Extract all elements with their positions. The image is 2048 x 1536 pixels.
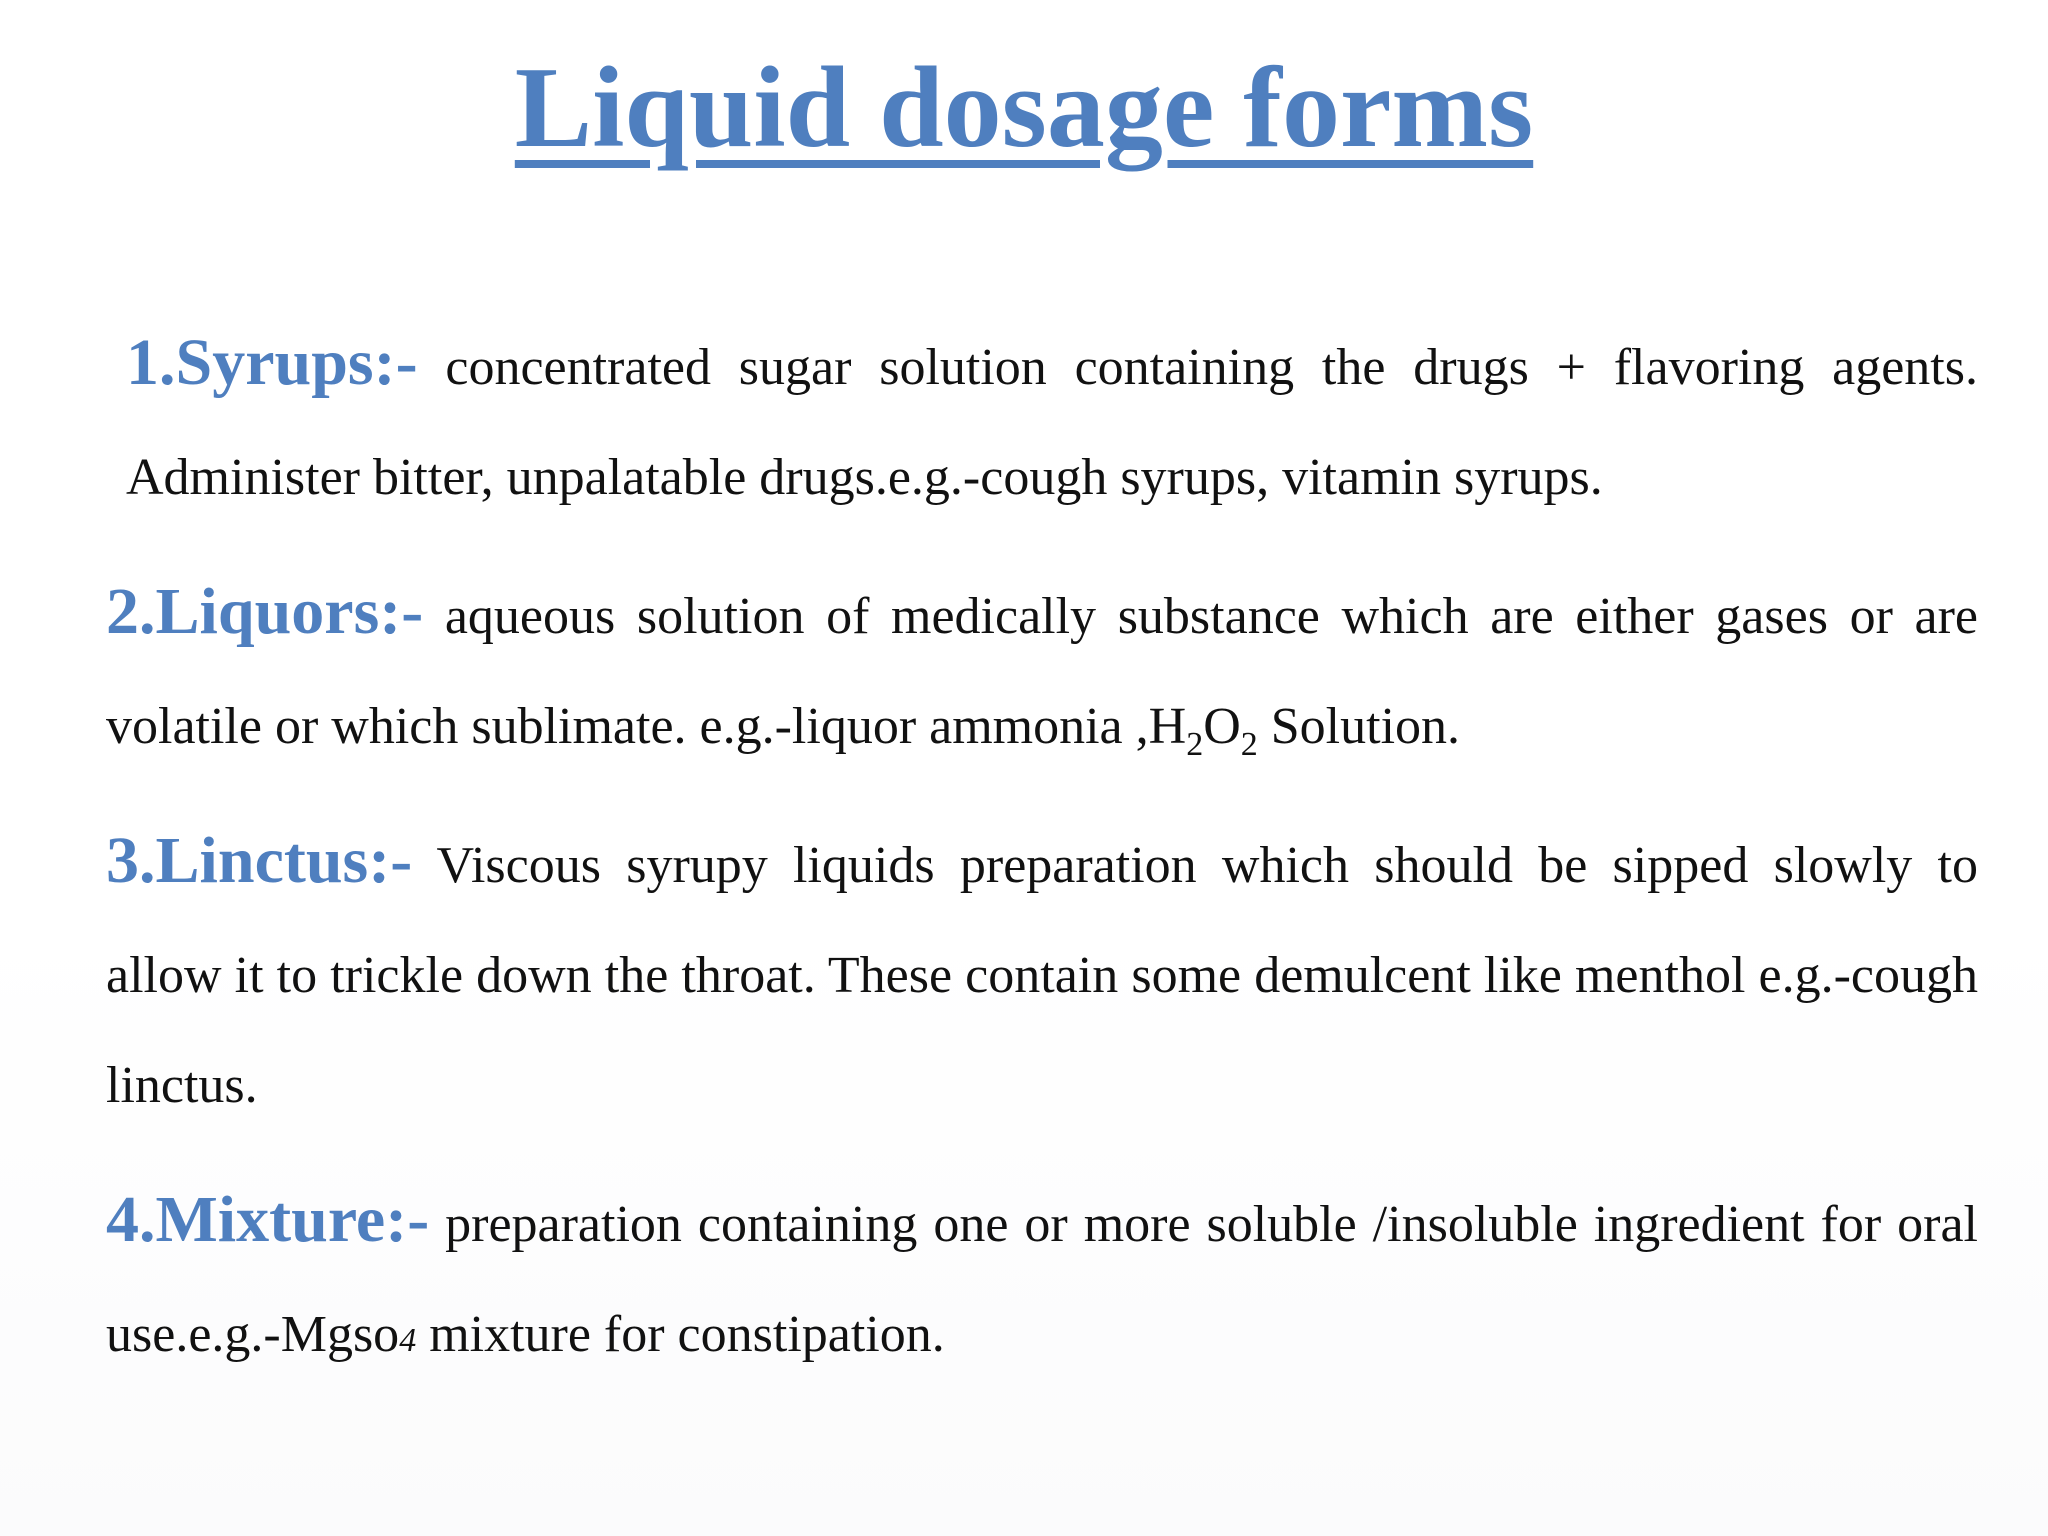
list-item-liquors <box>106 557 1978 782</box>
item-text: O <box>1203 698 1241 755</box>
slide-title <box>0 38 2048 178</box>
subscript: 2 <box>1186 726 1204 763</box>
item-heading: 3.Linctus:- <box>106 824 413 897</box>
subscript: 2 <box>1240 726 1258 763</box>
item-text: Solution. <box>1257 698 1461 755</box>
item-text: preparation containing one or more soluble /insoluble ingredient for oral use.e.g.-Mgso <box>106 1196 1978 1363</box>
item-text: mixture for constipation. <box>416 1306 945 1363</box>
item-text: concentrated sugar solution containing the drugs + flavoring agents. Administer bitter, unpalatable drugs.e.g.-cough syrups, vitamin syrups. <box>126 339 1978 506</box>
item-text: Viscous syrupy liquids preparation which should be sipped slowly to allow it to trickle down the throat. These contain some demulcent like menthol e.g.-cough linctus. <box>106 837 1978 1114</box>
content-body <box>106 308 1978 1396</box>
list-item-syrups <box>106 308 1978 533</box>
list-item-mixture <box>106 1165 1978 1396</box>
item-heading: 1.Syrups:- <box>126 326 418 399</box>
slide-title-text: Liquid dosage forms <box>514 44 1534 172</box>
item-heading: 2.Liquors:- <box>106 575 424 648</box>
item-text: aqueous solution of medically substance which are either gases or are volatile or which sublimate. e.g.-liquor ammonia ,H <box>106 588 1978 755</box>
item-heading: 4.Mixture:- <box>106 1183 430 1256</box>
list-item-linctus <box>106 806 1978 1141</box>
subscript: 4 <box>399 1322 417 1359</box>
